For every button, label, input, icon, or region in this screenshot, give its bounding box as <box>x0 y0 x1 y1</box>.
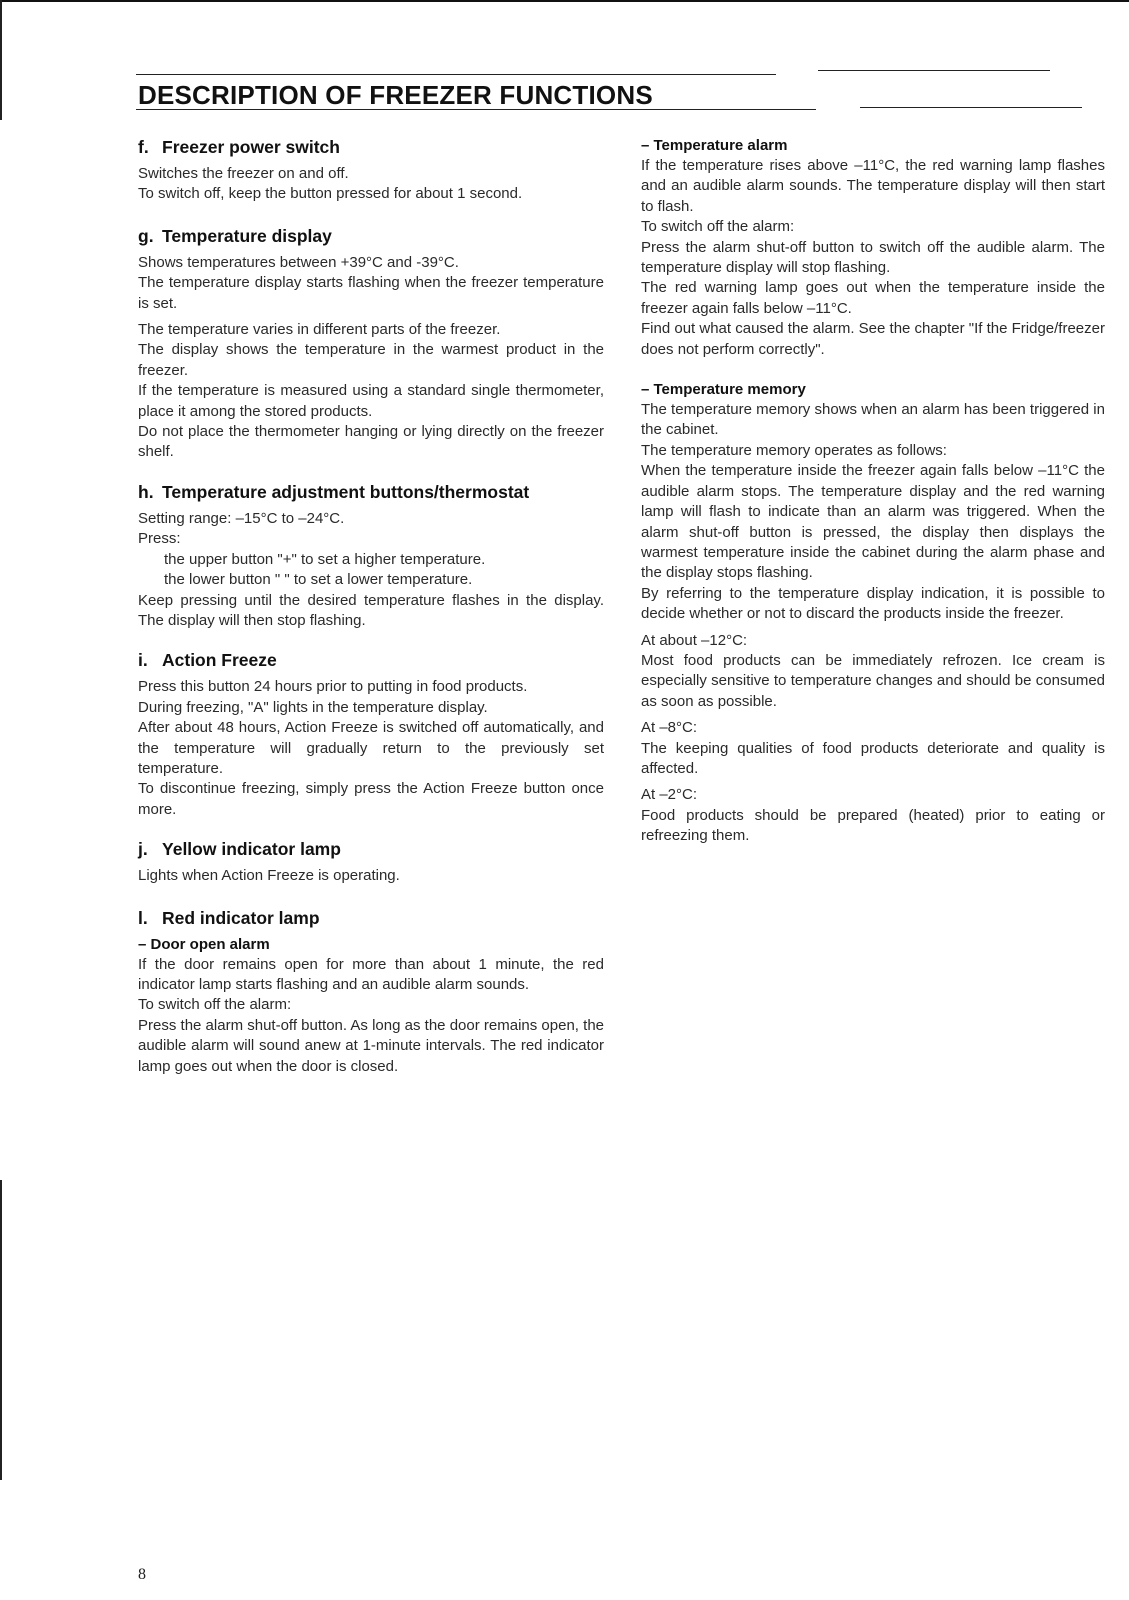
section-title: Yellow indicator lamp <box>162 839 341 860</box>
paragraph: To switch off the alarm: <box>641 218 795 236</box>
section-heading <box>138 481 604 503</box>
section-letter: f. <box>138 137 149 157</box>
subsection-heading: – Temperature alarm <box>641 137 788 154</box>
paragraph: To discontinue freezing, simply press the Action Freeze button once more. <box>138 780 604 818</box>
paragraph: The temperature display starts flashing when the freezer temperature is set. <box>138 274 604 312</box>
subsection-heading: – Temperature memory <box>641 381 806 399</box>
paragraph: During freezing, "A" lights in the temperature display. <box>138 698 488 716</box>
left-column <box>138 136 604 1077</box>
section-j-yellow-indicator-lamp <box>138 838 604 886</box>
paragraph: Most food products can be immediately refrozen. Ice cream is especially sensitive to temperature changes and should be consumed as soon as possible. <box>641 651 1105 710</box>
section-h-temperature-adjustment <box>138 481 604 631</box>
paragraph: Find out what caused the alarm. See the chapter "If the Fridge/freezer does not perform correctly". <box>641 320 1105 358</box>
paragraph: To switch off, keep the button pressed for about 1 second. <box>138 185 523 203</box>
section-title: Action Freeze <box>162 650 277 671</box>
scan-border-top <box>0 0 1129 2</box>
paragraph: Keep pressing until the desired temperature flashes in the display. The display will then stop flashing. <box>138 591 604 629</box>
paragraph: Do not place the thermometer hanging or lying directly on the freezer shelf. <box>138 423 604 461</box>
paragraph: If the temperature is measured using a standard single thermometer, place it among the stored products. <box>138 382 604 420</box>
section-g-temperature-display <box>138 225 604 463</box>
header-rule-top <box>136 74 776 75</box>
press-label: Press: <box>138 530 181 548</box>
header-rule-top-right <box>818 70 1050 71</box>
paragraph: Food products should be prepared (heated) prior to eating or refreezing them. <box>641 806 1105 845</box>
paragraph: Switches the freezer on and off. <box>138 165 349 182</box>
header-rule-bottom-right <box>860 107 1082 108</box>
paragraph: After about 48 hours, Action Freeze is switched off automatically, and the temperature will gradually return to the previously set temperature. <box>138 719 604 777</box>
setting-range: Setting range: –15°C to –24°C. <box>138 509 345 527</box>
subsection-temperature-alarm <box>641 136 1105 360</box>
paragraph: Press this button 24 hours prior to putting in food products. <box>138 678 528 696</box>
section-heading <box>138 907 604 929</box>
section-letter: g. <box>138 225 154 246</box>
paragraph: To switch off the alarm: <box>138 996 292 1014</box>
section-f-freezer-power-switch <box>138 136 604 205</box>
subsection-temperature-memory <box>641 380 1105 847</box>
section-i-action-freeze <box>138 649 604 820</box>
section-heading <box>138 649 604 671</box>
scan-border-left <box>0 0 2 120</box>
page-title: DESCRIPTION OF FREEZER FUNCTIONS <box>138 80 653 110</box>
temperature-threshold-label: At –8°C: <box>641 719 698 737</box>
section-letter: l. <box>138 907 148 928</box>
section-title: Temperature adjustment buttons/thermostat <box>162 481 530 502</box>
section-title: Temperature display <box>162 225 332 246</box>
subsection-heading-door-open-alarm: – Door open alarm <box>138 935 270 953</box>
paragraph: The temperature memory operates as follows: <box>641 441 947 459</box>
paragraph: Press the alarm shut-off button to switch off the audible alarm. The temperature display will stop flashing. <box>641 238 1105 277</box>
section-letter: j. <box>138 839 148 860</box>
section-heading <box>138 838 604 860</box>
paragraph: If the door remains open for more than about 1 minute, the red indicator lamp starts flashing and an audible alarm sounds. <box>138 955 604 993</box>
temperature-threshold-label: At –2°C: <box>641 786 698 804</box>
paragraph: Press the alarm shut-off button. As long as the door remains open, the audible alarm will sound anew at 1-minute intervals. The red indicator lamp goes out when the door is closed. <box>138 1016 604 1075</box>
paragraph: The keeping qualities of food products deteriorate and quality is affected. <box>641 739 1105 777</box>
paragraph: Lights when Action Freeze is operating. <box>138 867 400 885</box>
paragraph: The temperature varies in different parts of the freezer. <box>138 321 501 339</box>
upper-button-instruction: the upper button "+" to set a higher temperature. <box>164 550 486 568</box>
paragraph: The display shows the temperature in the warmest product in the freezer. <box>138 341 604 379</box>
paragraph: If the temperature rises above –11°C, the red warning lamp flashes and an audible alarm sounds. The temperature display will then start to flash. <box>641 157 1105 215</box>
paragraph: When the temperature inside the freezer again falls below –11°C the audible alarm stops. The temperature display and the red warning lamp will flash to indicate than an alarm was triggered. When the alarm shut-off button is pressed, the display then displays the warmest temperature inside the cabinet during the alarm phase and the display stops flashing. <box>641 462 1105 582</box>
section-heading <box>138 225 604 247</box>
section-heading <box>138 136 604 158</box>
section-letter: i. <box>138 650 148 671</box>
section-letter: h. <box>138 481 154 502</box>
right-column <box>641 136 1105 847</box>
section-title: Red indicator lamp <box>162 907 320 928</box>
paragraph: The temperature memory shows when an alarm has been triggered in the cabinet. <box>641 401 1105 439</box>
paragraph: The red warning lamp goes out when the temperature inside the freezer again falls below –11°C. <box>641 279 1105 317</box>
section-l-red-indicator-lamp <box>138 907 604 1077</box>
section-title: Freezer power switch <box>162 137 340 157</box>
scan-border-left-lower <box>0 1180 2 1480</box>
temperature-threshold-label: At about –12°C: <box>641 631 748 649</box>
paragraph: Shows temperatures between +39°C and -39°C. <box>138 253 459 271</box>
paragraph: By referring to the temperature display indication, it is possible to decide whether or not to discard the products inside the freezer. <box>641 584 1105 623</box>
lower-button-instruction: the lower button " " to set a lower temperature. <box>164 571 473 589</box>
page-number: 8 <box>138 1566 146 1583</box>
